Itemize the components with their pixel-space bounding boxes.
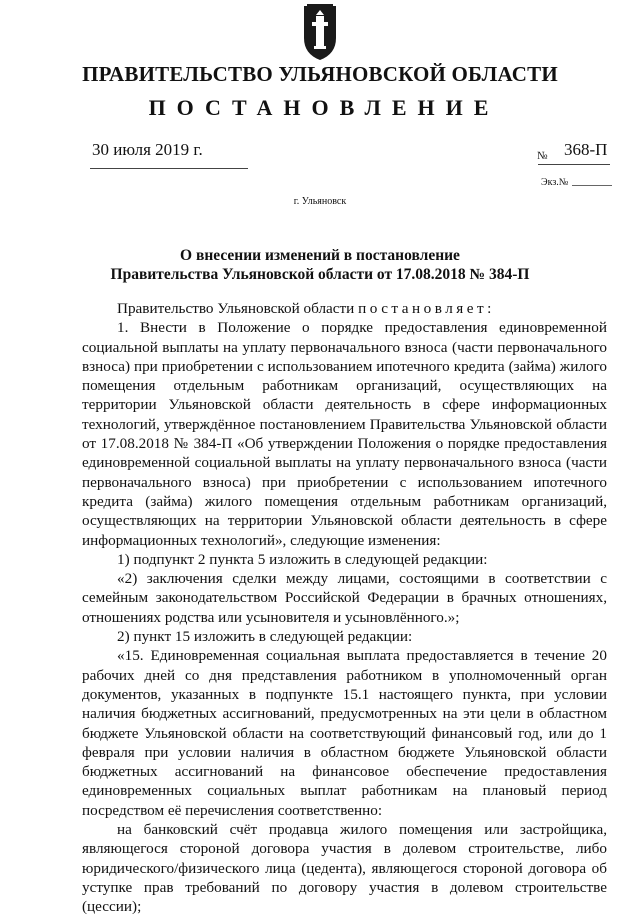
copy-number-underline	[572, 185, 612, 186]
document-number: 368-П	[564, 140, 608, 159]
paragraph-2: 1) подпункт 2 пункта 5 изложить в следующей редакции:	[117, 550, 488, 568]
intro-prefix: Правительство Ульяновской области	[117, 300, 355, 317]
number-underline	[538, 164, 610, 165]
government-title: ПРАВИТЕЛЬСТВО УЛЬЯНОВСКОЙ ОБЛАСТИ	[82, 62, 558, 86]
paragraph-6: на банковский счёт продавца жилого помещения или застройщика, являющегося стороной договора участия в долевом строительстве, либо юридического/физического лица (цедента), являющегося стороной договора об уступке прав требований по договору участия в долевом строительстве (цессии);	[82, 821, 607, 916]
paragraph-5: «15. Единовременная социальная выплата предоставляется в течение 20 рабочих дней со дня представления работником в уполномоченный орган документов, указанных в подпункте 15.1 настоящего пункта, при условии наличия бюджетных ассигнований, предусмотренных на эти цели в областном бюджете Ульяновской области на соответствующий финансовый год, или до 1 февраля при условии наличия в областном бюджете Ульяновской области бюджетных ассигнований на финансовое обеспечение предоставления единовременных социальных выплат работникам на плановый период посредством её перечисления соответственно:	[82, 647, 607, 819]
document-body	[82, 299, 607, 917]
paragraph-3: «2) заключения сделки между лицами, состоящими в соответствии с семейным законодательством Российской Федерации в брачных отношениях, отношениях родства или усыновителя и усыновлённого.»;	[82, 570, 607, 626]
copy-number-label: Экз.№	[541, 177, 569, 188]
document-subject	[0, 246, 640, 284]
number-sign: №	[537, 150, 548, 162]
decree-word: постановляет:	[358, 300, 495, 317]
paragraph-1: 1. Внести в Положение о порядке предоставления единовременной социальной выплаты на уплату первоначального взноса (части первоначального взноса) при приобретении с использованием ипотечного кредита (займа) жилого помещения отдельным работникам организаций, осуществляющих на территории Ульяновской области деятельность в сфере информационных технологий, утверждённое постановлением Правительства Ульяновской области от 17.08.2018 № 384-П «Об утверждении Положения о порядке предоставления единовременной социальной выплаты на уплату первоначального взноса (части первоначального взноса) при приобретении с использованием ипотечного кредита (займа) жилого помещения отдельным работникам организаций, осуществляющих на территории Ульяновской области деятельность в сфере информационных технологий», следующие изменения:	[82, 319, 607, 549]
subject-line-1: О внесении изменений в постановление	[180, 247, 460, 264]
document-date: 30 июля 2019 г.	[92, 140, 203, 159]
subject-line-2: Правительства Ульяновской области от 17.08.2018 № 384-П	[110, 266, 530, 283]
date-underline	[90, 168, 248, 169]
coat-of-arms-icon	[302, 4, 338, 62]
city-label: г. Ульяновск	[293, 196, 347, 207]
document-type-title: ПОСТАНОВЛЕНИЕ	[148, 95, 500, 120]
paragraph-4: 2) пункт 15 изложить в следующей редакции:	[117, 628, 413, 646]
intro-paragraph	[82, 299, 607, 318]
